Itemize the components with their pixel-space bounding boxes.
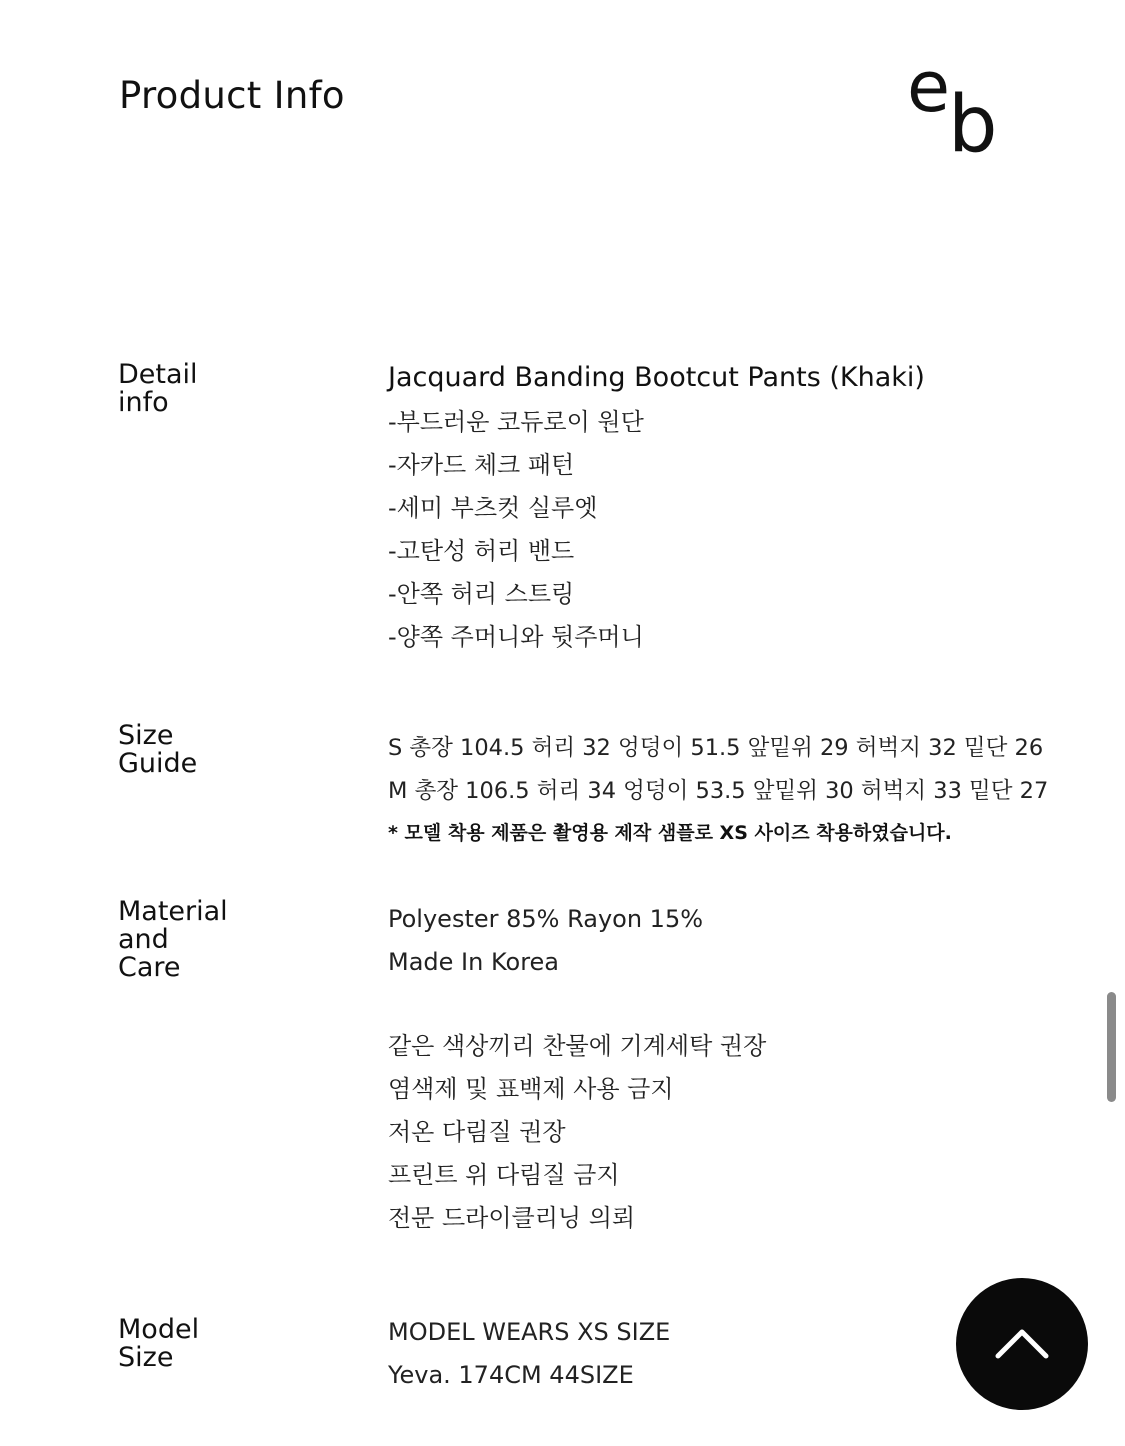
model-size-content: [388, 1311, 670, 1397]
page-title: Product Info: [119, 74, 345, 117]
spacer: [388, 984, 766, 1025]
model-stats-line: Yeva. 174CM 44SIZE: [388, 1361, 634, 1389]
scroll-to-top-button[interactable]: [956, 1278, 1088, 1410]
detail-info-label: Detail info: [118, 359, 198, 418]
size-guide-content: [388, 727, 1048, 853]
care-item: 저온 다림질 권장: [388, 1118, 566, 1146]
care-item: 염색제 및 표백제 사용 금지: [388, 1075, 674, 1103]
care-item: 프린트 위 다림질 금지: [388, 1161, 620, 1189]
feature-item: -세미 부츠컷 실루엣: [388, 494, 598, 522]
care-item: 같은 색상끼리 찬물에 기계세탁 권장: [388, 1032, 767, 1060]
size-note: * 모델 착용 제품은 촬영용 제작 샘플로 XS 사이즈 착용하였습니다.: [388, 822, 952, 844]
size-row: M 총장 106.5 허리 34 엉덩이 53.5 앞밑위 30 허벅지 33 밑단 27: [388, 778, 1049, 804]
product-name: Jacquard Banding Bootcut Pants (Khaki): [388, 362, 925, 393]
origin-line: Made In Korea: [388, 948, 559, 976]
feature-item: -자카드 체크 패턴: [388, 451, 575, 479]
model-wears-line: MODEL WEARS XS SIZE: [388, 1318, 671, 1346]
logo-letter-b: b: [948, 80, 998, 170]
feature-item: -고탄성 허리 밴드: [388, 537, 575, 565]
brand-logo: [905, 46, 1015, 178]
care-item: 전문 드라이클리닝 의뢰: [388, 1204, 636, 1232]
size-guide-label: Size Guide: [118, 720, 198, 779]
detail-info-content: [388, 355, 925, 659]
scrollbar-thumb[interactable]: [1107, 992, 1116, 1102]
material-care-label: Material and Care: [118, 896, 228, 983]
size-row: S 총장 104.5 허리 32 엉덩이 51.5 앞밑위 29 허벅지 32 밑단 26: [388, 735, 1044, 761]
material-care-content: [388, 898, 766, 1240]
model-size-label: Model Size: [118, 1314, 200, 1373]
logo-letter-e: e: [907, 46, 951, 128]
feature-item: -양쪽 주머니와 뒷주머니: [388, 623, 644, 651]
feature-item: -안쪽 허리 스트링: [388, 580, 575, 608]
feature-item: -부드러운 코듀로이 원단: [388, 408, 644, 436]
composition-line: Polyester 85% Rayon 15%: [388, 905, 704, 933]
chevron-up-icon: [956, 1278, 1088, 1410]
